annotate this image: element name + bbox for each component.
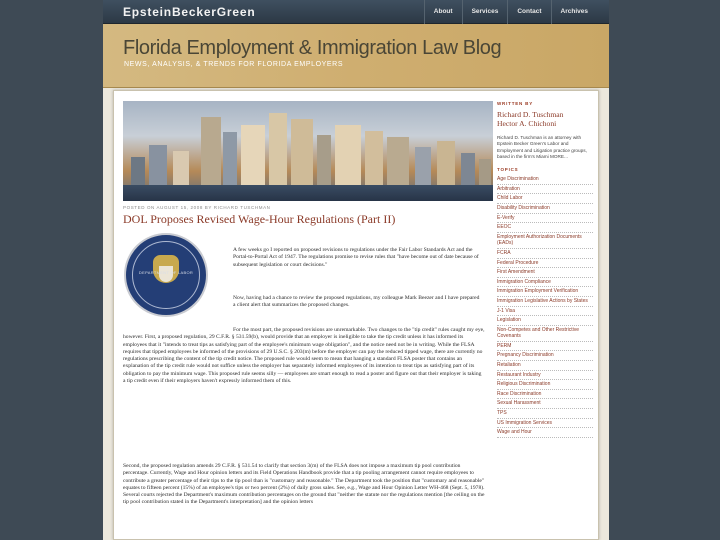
paragraph-3: For the most part, the proposed revisions are unremarkable. Two changes to the "tip credit" rules caught my eye, however. First, a proposed regulation, 29 C.F.R. § 531.59(b), would provide that an employer is ineligible to take the tip credit unless it has informed its employees that it "intends to treat tips as satisfying part of the employee's minimum wage obligation", and the notice need not be in writing. While the FLSA requires that tipped employees be informed of the provisions of 29 U.S.C. § 203(m) before the employer can pay the reduced tipped wage, there are currently no regulations prescribing the content of the tip credit notice. The proposed rule would seem to mean that hanging a standard FLSA poster that contains an explanation of the tip credit rule would not suffice unless the employer has separately informed employees of its intention to treat tips as satisfying part of its obligation to pay the minimum wage. This proposed rule seems silly — employees are smart enough to read a poster and figure out that their employer is taking a tip credit even if their employers haven't expressly informed them of this.: [123, 327, 485, 385]
blog-title[interactable]: Florida Employment & Immigration Law Blog: [123, 37, 502, 59]
paragraph-1: A few weeks go I reported on proposed revisions to regulations under the Fair Labor Standards Act and the Portal-to-Portal Act of 1947. The regulations promise to revise rules that "have become out of date because of subsequent legislation or court decisions.": [233, 247, 479, 268]
firm-logo[interactable]: EpsteinBeckerGreen: [123, 5, 256, 19]
skyline-hero-image: [123, 101, 493, 201]
topic-link[interactable]: J-1 Visa: [497, 307, 593, 317]
post-title[interactable]: DOL Proposes Revised Wage-Hour Regulations (Part II): [123, 212, 396, 226]
top-bar: [103, 0, 609, 24]
author-link[interactable]: Hector A. Chichoni: [497, 119, 557, 128]
department-of-labor-seal: [124, 233, 208, 317]
topic-link[interactable]: Non-Competes and Other Restrictive Covenants: [497, 326, 593, 342]
topic-link[interactable]: Immigration Legislative Actions by States: [497, 297, 593, 307]
author-bio: Richard D. Tuschman is an attorney with Epstein Becker Green's Labor and Employment and Litigation practice groups, based in the firm's Miami MORE...: [497, 135, 587, 159]
topic-link[interactable]: First Amendment: [497, 268, 593, 278]
topic-link[interactable]: Restaurant Industry: [497, 371, 593, 381]
masthead: [103, 24, 609, 88]
topic-link[interactable]: EEOC: [497, 223, 593, 233]
sidebar: [497, 101, 593, 438]
author-link[interactable]: Richard D. Tuschman: [497, 110, 564, 119]
paragraph-4: Second, the proposed regulation amends 29 C.F.R. § 531.54 to clarify that section 3(m) of the FLSA does not impose a maximum tip pool contribution percentage. Currently, Wage and Hour opinion letters and its Field Operations Handbook provide that a tip pooling arrangement cannot require employees to contribute a greater percentage of their tips to the tip pool than is "customary and reasonable." The Department took the position that "customary and reasonable" equates to fifteen percent (15%) of an employee's tips or two percent (2%) of daily gross sales. See, e.g., Wage and Hour Opinion Letter WH-468 (Sept. 5, 1978). Several courts rejected the Department's maximum contribution percentages on the ground that "neither the statute nor the regulations mention [the ceiling on the tip pool contribution stated in the Department's interpretation] and the opinion letters: [123, 463, 485, 506]
topic-link[interactable]: TPS: [497, 409, 593, 419]
topic-link[interactable]: US Immigration Services: [497, 419, 593, 429]
topic-link[interactable]: Employment Authorization Documents (EADs): [497, 233, 593, 249]
topics-heading: TOPICS: [497, 167, 519, 173]
topic-link[interactable]: E-Verify: [497, 214, 593, 224]
topic-link[interactable]: Retaliation: [497, 361, 593, 371]
topics-list: [497, 175, 593, 438]
nav-about[interactable]: About: [424, 0, 462, 24]
post-content: [123, 101, 493, 227]
topic-link[interactable]: Disability Discrimination: [497, 204, 593, 214]
seal-text: DEPARTMENT OF LABOR: [138, 270, 194, 275]
topic-link[interactable]: Child Labor: [497, 194, 593, 204]
topic-link[interactable]: Arbitration: [497, 185, 593, 195]
main-page: [113, 90, 599, 540]
topic-link[interactable]: Federal Procedure: [497, 259, 593, 269]
written-by-heading: WRITTEN BY: [497, 101, 533, 106]
paragraph-2: Now, having had a chance to review the proposed regulations, my colleague Mark Beezer and I have prepared a client alert that summarizes the proposed changes.: [233, 295, 480, 309]
browser-page: [103, 0, 609, 540]
topic-link[interactable]: Age Discrimination: [497, 175, 593, 185]
topic-link[interactable]: Wage and Hour: [497, 428, 593, 438]
nav-archives[interactable]: Archives: [551, 0, 597, 24]
topic-link[interactable]: PERM: [497, 342, 593, 352]
nav-contact[interactable]: Contact: [507, 0, 550, 24]
topic-link[interactable]: Immigration Employment Verification: [497, 287, 593, 297]
topic-link[interactable]: Immigration Compliance: [497, 278, 593, 288]
main-nav: [424, 0, 597, 24]
nav-services[interactable]: Services: [462, 0, 508, 24]
topic-link[interactable]: Sexual Harassment: [497, 399, 593, 409]
topic-link[interactable]: Religious Discrimination: [497, 380, 593, 390]
topic-link[interactable]: Race Discrimination: [497, 390, 593, 400]
topic-link[interactable]: Pregnancy Discrimination: [497, 351, 593, 361]
blog-tagline: NEWS, ANALYSIS, & TRENDS FOR FLORIDA EMPLOYERS: [124, 61, 344, 68]
topic-link[interactable]: FCRA: [497, 249, 593, 259]
topic-link[interactable]: Legislation: [497, 316, 593, 326]
post-meta: POSTED ON AUGUST 15, 2008 BY RICHARD TUSCHMAN: [123, 205, 271, 210]
